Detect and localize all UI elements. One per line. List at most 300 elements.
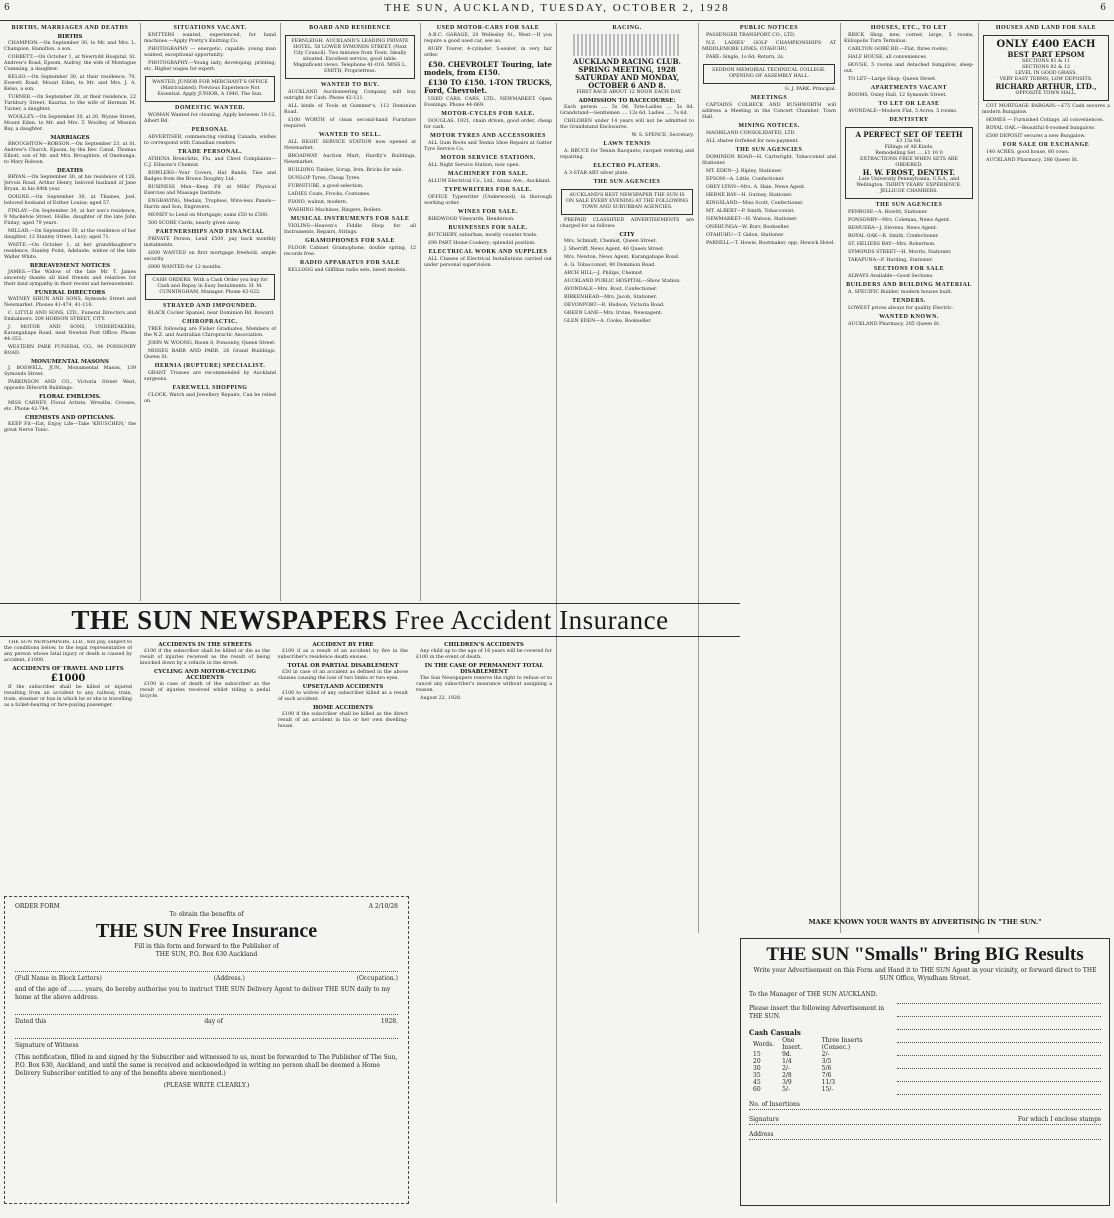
admission-prices: Each person .... 5s 0d. Tote-Ladies .... 5s 0d. Grandstand—Gentlemen .... 12s 6d. Ladies .... 7s 6d. [560, 105, 694, 116]
level-line: LEVEL IN GOOD GRASS. [1015, 71, 1077, 76]
column-public-notices [702, 23, 836, 933]
agent-entry: DEVONPORT—R. Hudson, Victoria Road. [564, 303, 665, 308]
ad: WATNEY SIBUN AND SONS, Symonds Street and Newmarket. Phones 41-474, 41-116. [4, 297, 136, 308]
meeting-days: SATURDAY AND MONDAY, OCTOBER 6 AND 8. [574, 73, 680, 90]
insertions-field[interactable] [749, 1101, 1101, 1110]
cycling-heading: CYCLING AND MOTOR-CYCLING ACCIDENTS [153, 669, 256, 681]
ad: ATHENA Bronchitis, Flu, and Chest Complaints—C.J. Ellisons's Chemist. [144, 157, 276, 168]
ad-text-line[interactable] [897, 1017, 1101, 1030]
cash-orders-box: CASH ORDERS. With a Cash Order you buy for Cash and Repay in Easy Instalments. H. M. CUNNINGHAM, Manager. Phone 42-022. [145, 274, 275, 300]
gramophones-heading: GRAMOPHONES FOR SALE [305, 238, 395, 244]
ad: £130 TO £150. 1-TON TRUCKS, Ford, Chevrolet. [424, 78, 552, 95]
city-heading: CITY [619, 232, 635, 238]
music-heading: MUSICAL INSTRUMENTS FOR SALE [290, 216, 410, 222]
dentist-title: A PERFECT SET OF TEETH [855, 130, 963, 139]
agent-entry: GREEN LANE—Mrs. Irvine, Newsagent. [564, 311, 663, 316]
ad: HOUSE, 5 rooms and detached bungalow, sleep-out. [844, 63, 974, 74]
agent-entry: AVONDALE—Mrs. Rout, Confectioner. [564, 287, 658, 292]
notice: TURNER.—On September 28, at their residence, 22 Turnbury Street, Kaurna, to the wife of Herman M. Turner, a daughter. [4, 95, 136, 112]
first-race: FIRST RACE ABOUT 12 NOON EACH DAY. [576, 90, 682, 95]
ad: AUCKLAND Pharmacy, 286 Queen St. [986, 158, 1079, 163]
ad: FLOOR Cabinet Gramophone, double spring, 12 records free. [284, 246, 416, 257]
ad: AUCKLAND Pharmacy, 285 Queen St. [848, 322, 941, 327]
agent-entry: SYMONDS STREET—H. Morris, Stationer. [848, 250, 952, 255]
disablement-text: £50 in case of an accident as defined in the above clauses causing the loss of two limbs or two eyes. [278, 670, 408, 681]
agencies-heading: THE SUN AGENCIES [735, 147, 803, 153]
notice: DOIGNE.—On September 30, at Thames, Joel, beloved husband of Esther Louise; aged 57. [4, 195, 136, 206]
cycling-text: £100 in case of death of the subscriber as the result of injuries received whilst riding a pedal bicycle. [140, 682, 270, 699]
agent-entry: J. Sherriff, News Agent, 46 Queen Street. [564, 247, 665, 252]
ad-text-line[interactable] [897, 991, 1101, 1004]
strayed-heading: STRAYED AND IMPOUNDED. [163, 303, 257, 309]
ad: A 3-STAR ART silver plate. [564, 171, 629, 176]
ad: ENGRAVING, Medals, Trophies, Wire-less Panels—Harris and Son, Engravers. [144, 199, 276, 210]
wines-heading: WINES FOR SALE. [457, 209, 519, 215]
page-title: THE SUN, AUCKLAND, TUESDAY, OCTOBER 2, 1928 [384, 2, 730, 14]
order-note: (This notification, filled in and signed by the Subscriber and witnessed to us, must be forwarded to The Publisher of The Sun, P.O. Box 630, Auckland, and until the same is received and acknowledged in writing no person shall be deemed a Home Delivery Subscriber entitled to any of the benefits above mentioned.) [15, 1054, 398, 1077]
agent-entry: A. G. Tobacconist, 90 Dominion Road. [564, 263, 656, 268]
order-form-code: A 2/10/28 [368, 903, 398, 910]
fernleigh-hotel-box: FERNLEIGH. AUCKLAND'S LEADING PRIVATE HOTEL. 58 LOWER SYMONDS STREET, (Next City Council). Two minutes from Town. Ideally situated. Excellent service, good table. Magnificent views. Telephone 41-016. MISS L. SMITH, Proprietress. [285, 35, 415, 79]
rate-cell: 7/6 [821, 1072, 832, 1079]
rate-cell: 3/9 [782, 1079, 792, 1086]
notice: PASSENGER TRANSPORT CO., LTD. [706, 33, 796, 38]
rate-row [749, 1086, 889, 1093]
sun-agencies-heading: THE SUN AGENCIES [593, 179, 661, 185]
agent-entry: PENROSE—A. Howitt, Stationer. [848, 210, 928, 215]
column-rule [978, 23, 979, 933]
notice: CORBETT.—On October 1, at Newrydd Hospital, St. Andrew's Road, Epsom, Audrey, the wife of Montague Cumming, a daughter. [4, 55, 136, 72]
insurance-col-1 [4, 640, 132, 892]
rate-cell: 5/- [782, 1086, 790, 1093]
ad: CARLTON GORE RD.—Flat, three rooms. [848, 47, 949, 52]
section-heading: BOARD AND RESIDENCE [309, 25, 391, 31]
column-board-residence [284, 23, 416, 601]
notice: BRYAN.—On September 30, at his residence of 126, Jervois Road, Arthur Henry, beloved husband of Jane Bryan, in his 84th year. [4, 175, 136, 192]
agent-entry: Mrs. Newton, News Agent, Karangahape Road. [564, 255, 680, 260]
please-insert: Please insert the following Advertisement in THE SUN. [749, 1005, 885, 1020]
tyres-heading: MOTOR TYRES AND ACCESSORIES [430, 133, 546, 139]
ad: OFFICE Typewriter (Underwood), in thorough working order. [424, 195, 552, 206]
children-heading: CHILDREN'S ACCIDENTS [444, 642, 524, 648]
wanted-known-heading: WANTED KNOWN. [879, 314, 939, 320]
ad: ALL kinds of Tools at Gummer's, 112 Dominion Road. [284, 104, 416, 115]
agent-entry: ROYAL OAK—R. Smith, Confectioner. [848, 234, 939, 239]
ad: J. MOTOR AND SONS, UNDERTAKERS, Karangahape Road, next Newton Post Office. Phone 44-353. [4, 325, 136, 342]
personal-heading: PERSONAL [191, 127, 229, 133]
home-text: £100 if the subscriber shall be killed as the direct result of an accident in his or her own dwelling-house. [278, 712, 408, 729]
column-births-deaths [4, 23, 136, 601]
ad: HOMES — Furnished Cottage, all conveniences. [986, 118, 1104, 123]
agent-entry: TAKAPUNA—P. Harding, Stationer. [848, 258, 933, 263]
section-line: SECTIONS 82 & 12 [1021, 65, 1071, 70]
smalls-sub: Write your Advertisement on this Form and Hand it to THE SUN Agent in your vicinity, or forward direct to THE SUN Office, Wyndham Street. [753, 967, 1097, 982]
tennis-heading: LAWN TENNIS [603, 141, 651, 147]
ad: AUCKLAND Auctioneering Company will buy outright for Cash. Phone 42-121. [284, 90, 416, 101]
agent-entry: GLEN EDEN—A. Cooke, Bookseller. [564, 319, 652, 324]
wanted-buy-heading: WANTED TO BUY. [320, 82, 380, 88]
notice: MILLAR.—On September 30, at the residence of her daughter, 12 Stanley Street, Lucy; aged 71. [4, 229, 136, 240]
agent-entry: PONSONBY—Mrs. Coleman, News Agent. [848, 218, 951, 223]
agent-name: RICHARD ARTHUR, LTD., [995, 82, 1097, 91]
rate-cell: 11/3 [821, 1079, 836, 1086]
ad: ALLUM Electrical Co., Ltd., Anzac Ave., Auckland. [428, 179, 551, 184]
rate-row [749, 1072, 889, 1079]
ad: £90 PART Home Cookery; splendid position. [428, 241, 536, 246]
masons-heading: MONUMENTAL MASONS [31, 359, 109, 365]
page-number-right: 6 [1100, 3, 1106, 13]
rates-header: One Insert. [782, 1037, 803, 1051]
ad: ALL RIGHT SERVICE STATION now opened at Newmarket. [284, 140, 416, 151]
column-houses-for-sale [982, 23, 1110, 933]
travel-text: If the subscriber shall be killed or injured resulting from an accident to any railway, train, tram, steamer or bus in which he or she is travelling as a ticket-bearing or fare-paying passenger. [4, 685, 132, 708]
agent-entry: AUCKLAND PUBLIC HOSPITAL—Show Station. [564, 279, 681, 284]
births-heading: BIRTHS [57, 34, 83, 40]
rate-row [749, 1058, 889, 1065]
agent-entry: HERNE BAY—H. Gurney, Stationer. [706, 193, 793, 198]
ad-text-line[interactable] [897, 1043, 1101, 1056]
rate-cell: 15 [753, 1051, 761, 1058]
insurance-col-2 [140, 640, 270, 892]
rate-cell: 15/- [821, 1086, 834, 1093]
agent-entry: NEWMARKET—H. Watson, Stationer. [706, 217, 798, 222]
ad: BLACK Cocker Spaniel, near Dominion Rd. Reward. [148, 311, 275, 316]
ad: MISSES BARR AND PARR, 26 Grand Buildings, Queen St. [144, 349, 276, 360]
ad: £100 WORTH of clean second-hand Furniture required. [284, 118, 416, 129]
exchange-heading: FOR SALE OR EXCHANGE [1002, 142, 1090, 148]
ad-text-line[interactable] [897, 1082, 1101, 1095]
ad: PHOTOGRAPHY.—Young lady, developing, printing, etc. Higher wages for expert. [144, 61, 276, 72]
deaths-heading: DEATHS [56, 168, 84, 174]
ad: J. BOSWELL, JUN., Monumental Mason, 139 Symonds Street. [4, 366, 136, 377]
order-please: (PLEASE WRITE CLEARLY.) [163, 1082, 250, 1089]
ad: FURNITURE, a good selection. [288, 184, 364, 189]
travel-heading: ACCIDENTS OF TRAVEL AND LIFTS [12, 666, 124, 672]
notice: ALL shares forfeited for non-payment. [706, 139, 800, 144]
sun-on-sale-box: AUCKLAND'S BEST NEWSPAPER THE SUN IS ON SALE EVERY EVENING AT THE FOLLOWING TOWN AND SUBURBAN AGENCIES. [561, 189, 693, 215]
ad: CLOCK, Watch and Jewellery Repairs. Can be relied on. [144, 393, 276, 404]
insurance-banner [0, 603, 740, 637]
chemists-heading: CHEMISTS AND OPTICIANS. [25, 415, 115, 421]
column-rule [698, 23, 699, 933]
agent-entry: GREY LYNN—Mrs. A. Hale, News Agent. [706, 185, 806, 190]
ad: BUILDING Timber, Scrap, Iron, Bricks for sale. [288, 168, 404, 173]
ad: BUTCHERY, suburban, mostly counter trade. [428, 233, 538, 238]
ad: BUSINESS Men—Keep Fit at Mills' Physical Exercise and Massage Institute. [144, 185, 276, 196]
dentist-ad-box [845, 127, 973, 199]
notice: FINLAY.—On September 30, at her son's residence, 9 Mackelvie Street, Hollie, daughter of the late John Finlay; aged 79 years. [4, 209, 136, 226]
ad: MISS CARNEY, Floral Artiste, Wreaths, Crosses, etc. Phone 42-744. [4, 401, 136, 412]
principal-signature: G. J. PARK. Principal. [784, 87, 836, 92]
order-declaration: and of the age of ........ years, do hereby authorise you to instruct THE SUN Delivery Agent to deliver THE SUN daily to my home at the above address. [15, 986, 391, 1001]
ad: WESTERN PARK FUNERAL CO., 94 PONSONBY ROAD. [4, 345, 136, 356]
partners-heading: PARTNERSHIPS AND FINANCIAL [155, 229, 265, 235]
rate-row [749, 1079, 889, 1086]
enclose-label: For which I enclose stamps [1017, 1116, 1101, 1123]
amount-1000: £1000 [50, 673, 86, 684]
agent-entry: ST. HELIERS BAY—Mrs. Robertson. [848, 242, 936, 247]
epsom-sections-box [983, 35, 1109, 101]
dentist-price: £3 15s 6d. [896, 139, 922, 144]
ad: KELLOGG and Gilfillan radio sets, latest models. [288, 268, 407, 273]
insurance-col-3 [278, 640, 408, 892]
rate-row [749, 1065, 889, 1072]
order-fill: Fill in this form and forward to the Publisher of [134, 943, 279, 950]
children-text: Any child up to the age of 16 years will be covered for £100 in the event of death. [416, 649, 552, 660]
dentistry-heading: DENTISTRY [889, 117, 929, 123]
ad-text-line[interactable] [897, 1030, 1101, 1043]
date-field[interactable] [15, 1005, 398, 1015]
banner-left: THE SUN NEWSPAPERS [71, 605, 388, 635]
admission-heading: ADMISSION TO RACECOURSE: [578, 98, 676, 104]
ad: GRANT Trusses are recommended by Auckland surgeons. [144, 371, 276, 382]
racing-horse-illustration [573, 34, 680, 56]
secretary-signature: W. S. SPENCE, Secretary. [631, 133, 694, 138]
name-field[interactable] [15, 962, 398, 972]
order-title: THE SUN Free Insurance [95, 920, 318, 942]
chiro-heading: CHIROPRACTIC. [182, 319, 238, 325]
ad: ALL Classes of Electrical Installations carried out under personal supervision. [424, 257, 552, 268]
ad: PARKINSON AND CO., Victoria Street West, opposite Dilworth Buildings. [4, 380, 136, 391]
disablement-heading: TOTAL OR PARTIAL DISABLEMENT [287, 663, 399, 669]
dated-label: Dated this [15, 1018, 47, 1025]
business-heading: BUSINESSES FOR SALE. [448, 225, 528, 231]
ad: BIRDWOOD Vineyards, Henderson. [428, 217, 515, 222]
insurance-order-form[interactable] [4, 896, 409, 1204]
cash-casuals-heading: Cash Casuals [749, 1028, 801, 1037]
ad: DOUGLAS, 1921, chain driven, good order, cheap for cash. [424, 119, 552, 130]
rate-cell: 35 [753, 1072, 761, 1079]
typewriters-heading: TYPEWRITERS FOR SALE. [444, 187, 532, 193]
agent-entry: BIRKENHEAD—Mrs. Jacob, Stationer. [564, 295, 657, 300]
year-label: 1928. [380, 1018, 398, 1025]
ad-text-line[interactable] [897, 1004, 1101, 1017]
smalls-ad-form[interactable] [740, 938, 1110, 1206]
conditions-heading: IN THE CASE OF PERMANENT TOTAL DISABLEMENT [424, 663, 544, 675]
ad: DUNLOP Tyres, Cheap Tyres. [288, 176, 361, 181]
rate-cell: 2/- [782, 1065, 790, 1072]
ad-text-line[interactable] [897, 1056, 1101, 1069]
ad: 500 SCORE Cards, nearly given away. [148, 221, 241, 226]
column-rule [420, 23, 421, 601]
address-label: Address [749, 1131, 774, 1138]
agent-entry: MT. EDEN—J. Ripley, Stationer. [706, 169, 783, 174]
rate-cell: 2/- [821, 1051, 830, 1058]
ad: VIOLINS—Heaven's Fiddle Shop for all Instruments, Repairs, Strings. [284, 224, 416, 235]
section-heading: USED MOTOR-CARS FOR SALE [436, 25, 540, 31]
agent-entry: KINGSLAND—Miss Scott, Confectioner. [706, 201, 804, 206]
agent-entry: OTAHUHU—T. Gidon, Stationer. [706, 233, 785, 238]
column-rule [840, 23, 841, 933]
ad: £600 WANTED on first mortgage freehold, ample security. [144, 251, 276, 262]
meetings-heading: MEETINGS [750, 95, 788, 101]
upset-text: £100 to widow of any subscriber killed as a result of such accident. [278, 691, 408, 702]
dentist-extractions: EXTRACTIONS FREE WHEN SETS ARE ORDERED. [859, 157, 959, 168]
page-number-left: 6 [4, 3, 10, 13]
ad: TO LET—Large Shop, Queen Street. [848, 77, 937, 82]
rate-cell: 1/4 [782, 1058, 792, 1065]
seddon-college-box: SEDDON MEMORIAL TECHNICAL COLLEGE. OPENING OF ASSEMBLY HALL. [703, 64, 835, 84]
ad: TREE following are Fisher Graduates, Members of the N.Z. and Australian Chiropractic Association. [144, 327, 276, 338]
column-houses-to-let [844, 23, 974, 933]
ad: PRIVATE Person, Lend £500, pay back monthly instalments. [144, 237, 276, 248]
dentist-name: H. W. FROST, DENTIST. [862, 168, 956, 177]
day-label: day of [204, 1018, 223, 1025]
section-heading: SITUATIONS VACANT. [173, 25, 247, 31]
rate-cell: 2/8 [782, 1072, 792, 1079]
insertions-label: No. of Insertions [749, 1101, 800, 1108]
address-label: (Address.) [213, 975, 245, 982]
notice: FARE: Single, 1s 6d; Return, 2s. [706, 55, 785, 60]
electrical-heading: ELECTRICAL WORK AND SUPPLIES [428, 249, 548, 255]
smalls-top-line: MAKE KNOWN YOUR WANTS BY ADVERTISING IN "THE SUN." [808, 918, 1042, 926]
notice: WHITE.—On October 1, at her granddaughter's residence, Stanley Point, Adelaide, widow of the late Walter White. [4, 243, 136, 260]
section-line: SECTIONS 81 & 11 [1021, 59, 1071, 64]
section-heading: RACING. [612, 25, 642, 31]
meeting-title: SPRING MEETING, 1928 [578, 65, 676, 74]
ad: WASHING Machines, Ringers, Boilers. [288, 208, 383, 213]
ad: COT MORTGAGE BARGAIN.—£75 Cash secures a modern Bungalow. [982, 104, 1110, 115]
order-address: THE SUN, P.O. Box 630 Auckland [155, 951, 258, 958]
ad: WOMAN Wanted for cleaning. Apply between 10-12, Albert Rd. [144, 113, 276, 124]
order-obtain: To obtain the benefits of [169, 911, 244, 918]
sections-heading: SECTIONS FOR SALE [873, 266, 945, 272]
rate-cell: 30 [753, 1065, 761, 1072]
signature-label: Signature [749, 1116, 780, 1123]
notice: WOOLLEY.—On September 30, at 20, Wynne Street, Mount Eden, to Mr. and Mrs. T. Woolley, of Mission Bay, a daughter. [4, 115, 136, 132]
upset-heading: UPSET/LAND ACCIDENTS [302, 684, 384, 690]
ad: C. LITTLE AND SONS, LTD., Funeral Directors and Embalmers. 209 HOBSON STREET, CITY. [4, 311, 136, 322]
rate-cell: 9d. [782, 1051, 792, 1058]
terms-line: VERY EASY TERMS; LOW DEPOSITS. [999, 77, 1093, 82]
full-name-label: (Full Name in Block Letters) [15, 975, 102, 982]
ad: LOWEST prices always for quality Electric. [848, 306, 954, 311]
to-manager: To the Manager of THE SUN AUCKLAND. [749, 991, 878, 998]
column-motor-cars [424, 23, 552, 601]
notice: MAORILAND CONSOLIDATED, LTD. [706, 131, 796, 136]
ad-text-line[interactable] [897, 1069, 1101, 1082]
agent-entry: Mrs. Schmidt, Chemist, Queen Street. [564, 239, 657, 244]
ad: BROADWAY Auction Mart, Hardly's Buildings, Newmarket. [284, 154, 416, 165]
ad: £50. CHEVROLET Touring, late models, from £150. [424, 60, 552, 77]
ad: A. SPECIFIC Builder, modern houses built. [848, 290, 953, 295]
banner-right: Free Accident Insurance [394, 605, 669, 635]
ad: £800 WANTED for 12 months. [148, 265, 222, 270]
notice: JAMES.—The Widow of the late Mr. T. James sincerely thanks all kind friends and relatives for their kind sympathy in their recent sad bereavement. [4, 270, 136, 287]
floral-heading: FLORAL EMBLEMS. [39, 394, 101, 400]
ad: A. BRUCE for Tennis Racquets; racquet restring and repairing. [560, 149, 694, 160]
price-headline: ONLY £400 EACH [996, 39, 1096, 50]
children-note: CHILDREN under 14 years will not be admitted to the Grandstand Enclosures. [560, 119, 694, 130]
motorcycles-heading: MOTOR-CYCLES FOR SALE. [441, 111, 535, 117]
witness-field[interactable] [15, 1029, 398, 1039]
section-heading: HOUSES, ETC., TO LET [870, 25, 948, 31]
let-lease-heading: TO LET OR LEASE [878, 101, 940, 107]
ad: BOWLERS—Your Covers, Hat Bands, Ties and Badges from the Brown Doughty Ltd. [144, 171, 276, 182]
order-form-label: ORDER FORM [15, 903, 60, 910]
agent-entry: DOMINION ROAD—H. Cartwright, Tobacconist and Stationer. [702, 155, 836, 166]
wanted-sell-heading: WANTED TO SELL. [318, 132, 382, 138]
wanted-junior-box: WANTED, JUNIOR FOR MERCHANT'S OFFICE (Matriculated). Previous Experience Not Essential. Apply JUNIOR, A 1946, The Sun. [145, 76, 275, 102]
streets-text: £100 if the subscriber shall be killed or die as the result of injuries received as the result of being knocked down by a vehicle in the street. [140, 649, 270, 666]
machinery-heading: MACHINERY FOR SALE. [447, 171, 529, 177]
ad: LADIES Coats, Frocks, Costumes. [288, 192, 371, 197]
agent-entry: MT. ALBERT—P. Smith, Tobacconist. [706, 209, 795, 214]
signature-field[interactable] [749, 1116, 1101, 1125]
ad: MONEY to Lend on Mortgage; sums £50 to £500. [148, 213, 269, 218]
marriages-heading: MARRIAGES [50, 135, 90, 141]
location-headline: BEST PART EPSOM [1007, 50, 1085, 59]
farewell-heading: FAREWELL SHOPPING [172, 385, 248, 391]
ad: PIANO, walnut, modern. [288, 200, 348, 205]
fire-text: £100 if as a result of an accident by fire in the subscriber's residence death ensues. [278, 649, 408, 660]
notice: BROUGHTON—ROBSON.—On September 23, at St. Andrew's Church, Epsom, by the Rev. Canal, Thomas Elliott, son of Mr. and Mrs. Broughton, of Onehunga, to Mary Robson. [4, 142, 136, 165]
agent-entry: EPSOM—A. Little, Confectioner. [706, 177, 785, 182]
agent-entry: PARNELL—T. Howie, Bootmaker, opp. Howick Hotel. [706, 241, 835, 246]
column-situations [144, 23, 276, 601]
insurance-date: August 22, 1928. [420, 696, 462, 701]
radio-heading: RADIO APPARATUS FOR SALE [300, 260, 400, 266]
witness-label: Signature of Witness [15, 1042, 79, 1049]
fire-heading: ACCIDENT BY FIRE [312, 642, 374, 648]
smalls-title: THE SUN "Smalls" Bring BIG Results [766, 944, 1084, 965]
dentist-address: Late University Pennsylvania, U.S.A., and Wellington. THIRTY YEARS' EXPERIENCE. JELLICOE CHAMBERS. [856, 177, 962, 194]
agent-entry: ARCH HILL—J. Philips, Chemist. [564, 271, 644, 276]
rates-table [749, 1037, 889, 1093]
rate-cell: 20 [753, 1058, 761, 1065]
ad: ADVERTISER, commencing visiting Canada, wishes to correspond with Canadian readers. [144, 135, 276, 146]
dentist-fillings: Fillings of All Kinds. [884, 145, 934, 150]
ad: HALF HOUSE, all conveniences. [848, 55, 928, 60]
plates-heading: ELECTRO PLATERS. [593, 163, 661, 169]
notice: CHAMPION.—On September 30, to Mr. and Mrs. L. Champion, Hamilton, a son. [4, 41, 136, 52]
section-heading: BIRTHS, MARRIAGES AND DEATHS [11, 25, 129, 31]
ad: KNITTERS wanted, experienced, for hand machines.—Apply Pretty's Knitting Co. [144, 33, 276, 44]
rate-row [749, 1051, 889, 1058]
agent-entry: ONEHUNGA—W. Burr, Bookseller. [706, 225, 790, 230]
home-heading: HOME ACCIDENTS [313, 705, 373, 711]
ad: A.B.C. GARAGE, 20 Wellesley St., West.—If you require a good used car, see us. [424, 33, 552, 44]
rates-header: Three Inserts (Consec.) [821, 1037, 863, 1051]
notice: N.Z. LADIES' GOLF CHAMPIONSHIPS AT MIDDLEMORE LINKS, OTAHUHU. [702, 41, 836, 52]
ad: £500 DEPOSIT secures a new Bungalow. [986, 134, 1086, 139]
column-rule [280, 23, 281, 601]
mining-heading: MINING NOTICES. [738, 123, 800, 129]
streets-heading: ACCIDENTS IN THE STREETS [158, 642, 252, 648]
ad: BRICK Shop, new, corner, large, 5 rooms, Kiiliopolis Turn Terminus. [844, 33, 974, 44]
rates-header: Words. [753, 1040, 775, 1048]
rate-cell: 5/6 [821, 1065, 832, 1072]
bereavement-heading: BEREAVEMENT NOTICES [29, 263, 111, 269]
column-racing [560, 23, 694, 933]
ad: USED CARS, CARS, LTD., NEWMARKET. Open Evenings. Phone 44-069. [424, 97, 552, 108]
ad: AVONDALE—Modern Flat, 3 Acres, 5 rooms. [848, 109, 958, 114]
masthead [0, 0, 1114, 21]
dentist-remodel: Remodelling Set .... £1 10 0 [875, 151, 943, 156]
tenders-heading: TENDERS. [892, 298, 926, 304]
racing-club-name: AUCKLAND RACING CLUB. [573, 57, 681, 66]
rate-cell: 60 [753, 1086, 761, 1093]
occupation-label: (Occupation.) [356, 975, 398, 982]
insurance-intro: THE SUN NEWSPAPERS, LTD., will pay, subject to the conditions below, to the legal representative of any person whose fatal injury or death is caused by accident, £1000. [4, 640, 132, 663]
column-rule [140, 23, 141, 601]
builders-heading: BUILDERS AND BUILDING MATERIAL [846, 282, 972, 288]
ad: JOHN W. WOONG, Room 8, Ponsonby, Queen Street. [148, 341, 276, 346]
prepaid-note: PREPAID CLASSIFIED ADVERTISEMENTS are charged for as follows: [560, 218, 694, 229]
ad: ALWAYS Available—Good Sections. [848, 274, 934, 279]
funeral-heading: FUNERAL DIRECTORS [34, 290, 106, 296]
address-field[interactable] [749, 1131, 1101, 1140]
